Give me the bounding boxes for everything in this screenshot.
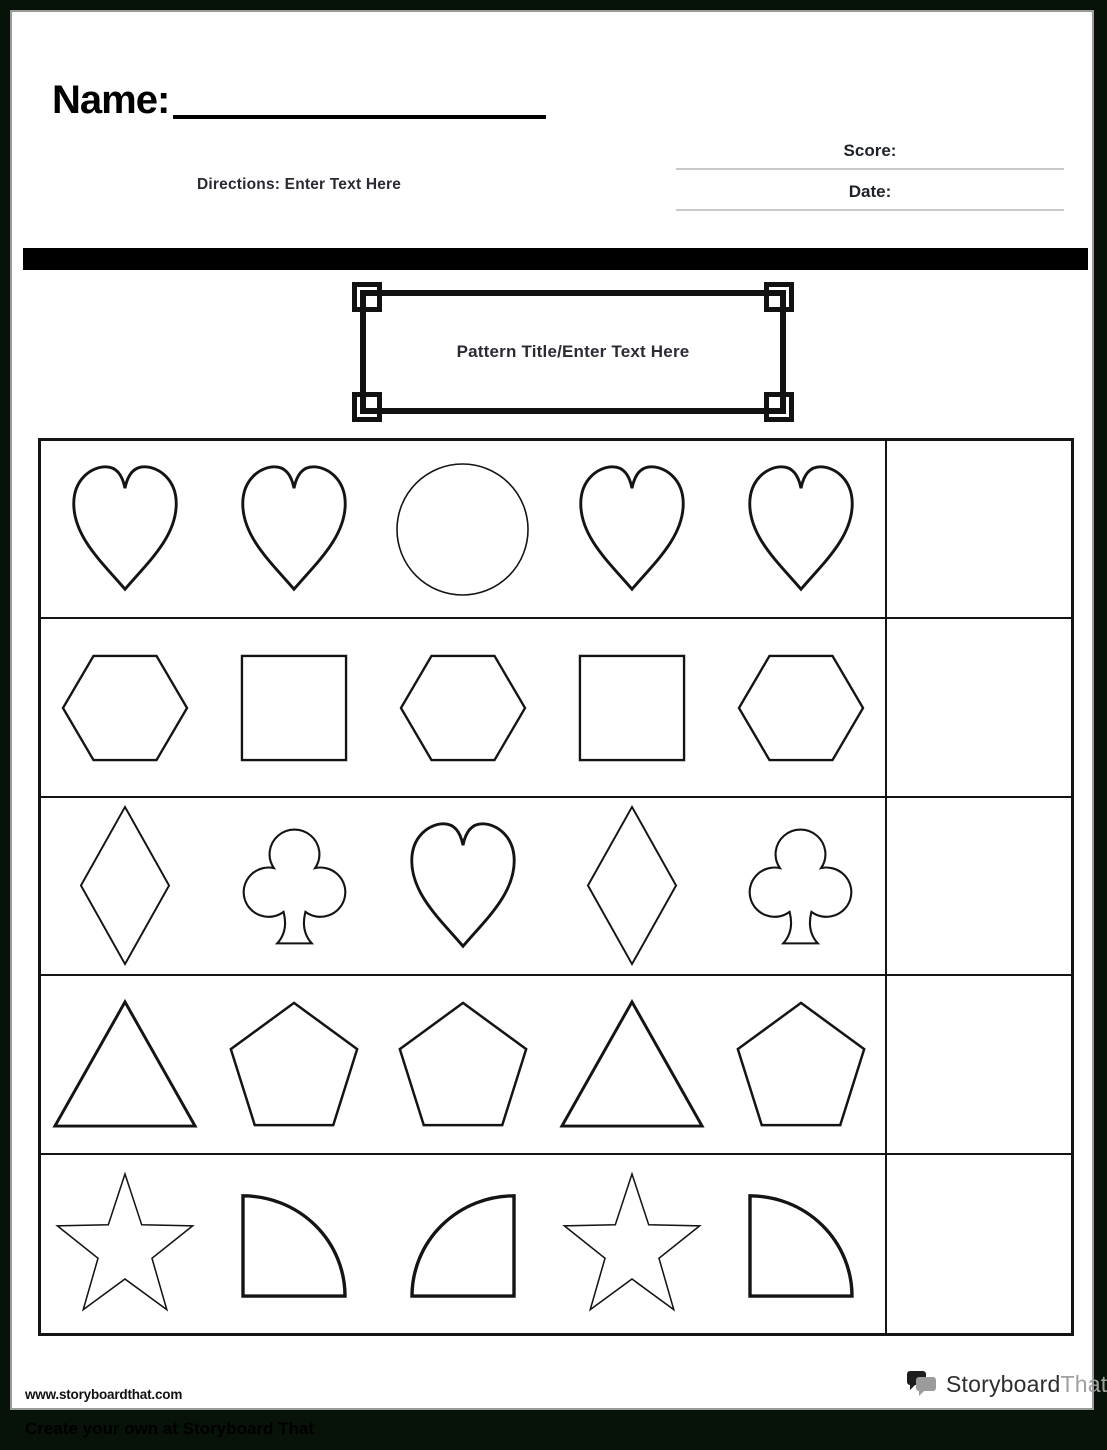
star-shape — [561, 1169, 703, 1319]
score-input-line — [676, 168, 1064, 170]
pattern-grid — [38, 438, 1074, 1336]
hexagon-shape-cell — [41, 653, 210, 763]
logo-text — [946, 1371, 1107, 1398]
pentagon-shape-cell — [716, 1000, 885, 1129]
circle-shape-cell — [379, 462, 548, 597]
directions-text[interactable]: Directions: Enter Text Here — [197, 176, 402, 193]
heart-shape-cell — [716, 461, 885, 597]
triangle-shape-cell — [41, 998, 210, 1130]
diamond-shape — [585, 804, 679, 967]
answer-cell-row-1 — [885, 441, 1071, 619]
quarter-circle-shape — [745, 1186, 857, 1301]
star-shape-cell — [41, 1169, 210, 1319]
club-shape-cell — [210, 822, 379, 950]
quarter-circle-shape — [238, 1186, 350, 1301]
hexagon-shape-cell — [379, 653, 548, 763]
heart-shape-cell — [547, 461, 716, 597]
diamond-shape-cell — [41, 804, 210, 967]
date-label: Date: — [848, 182, 892, 201]
square-shape — [239, 653, 349, 763]
quarter-circle-shape-cell — [210, 1186, 379, 1301]
circle-shape — [395, 462, 530, 597]
quarter-circle-mirrored-shape — [407, 1186, 519, 1301]
club-shape — [743, 822, 858, 950]
answer-cell-row-2 — [885, 619, 1071, 797]
square-shape-cell — [210, 653, 379, 763]
quarter-circle-mirrored-shape-cell — [379, 1186, 548, 1301]
heart-shape — [236, 461, 352, 597]
star-shape-cell — [547, 1169, 716, 1319]
answer-cell-row-4 — [885, 976, 1071, 1154]
pattern-row-2 — [41, 619, 885, 797]
heart-shape — [67, 461, 183, 597]
diamond-shape-cell — [547, 804, 716, 967]
website-url: www.storyboardthat.com — [25, 1387, 183, 1402]
divider-bar — [23, 248, 1088, 270]
pattern-title-frame — [360, 290, 786, 414]
storyboardthat-logo — [905, 1364, 1107, 1404]
pattern-row-1 — [41, 441, 885, 619]
heart-shape — [574, 461, 690, 597]
club-shape-cell — [716, 822, 885, 950]
pentagon-shape-cell — [379, 1000, 548, 1129]
quarter-circle-shape-cell — [716, 1186, 885, 1301]
heart-shape-cell — [379, 818, 548, 954]
pattern-title-text[interactable]: Pattern Title/Enter Text Here — [456, 342, 690, 361]
hexagon-shape — [737, 653, 865, 763]
worksheet-page — [10, 10, 1107, 1410]
logo-brand-primary: Storyboard — [946, 1370, 1061, 1397]
answer-cell-row-5 — [885, 1155, 1071, 1333]
heart-shape — [405, 818, 521, 954]
pattern-row-3 — [41, 798, 885, 976]
banner-text: Create your own at Storyboard That — [25, 1419, 315, 1438]
answer-cell-row-3 — [885, 798, 1071, 976]
name-row — [52, 70, 546, 120]
diamond-shape — [78, 804, 172, 967]
name-input-line[interactable] — [173, 115, 546, 119]
pattern-row-5 — [41, 1155, 885, 1333]
speech-bubbles-icon — [905, 1369, 939, 1399]
score-date-block — [676, 142, 1064, 211]
hexagon-shape — [61, 653, 189, 763]
square-shape-cell — [547, 653, 716, 763]
pattern-row-4 — [41, 976, 885, 1154]
triangle-shape — [558, 998, 706, 1130]
pentagon-shape — [227, 1000, 361, 1129]
name-label: Name: — [52, 78, 170, 122]
logo-brand-secondary: That — [1060, 1370, 1107, 1397]
triangle-shape-cell — [547, 998, 716, 1130]
pentagon-shape — [396, 1000, 530, 1129]
star-shape — [54, 1169, 196, 1319]
club-shape — [237, 822, 352, 950]
pentagon-shape — [734, 1000, 868, 1129]
pentagon-shape-cell — [210, 1000, 379, 1129]
heart-shape-cell — [210, 461, 379, 597]
hexagon-shape-cell — [716, 653, 885, 763]
hexagon-shape — [399, 653, 527, 763]
heart-shape — [743, 461, 859, 597]
triangle-shape — [51, 998, 199, 1130]
score-label: Score: — [843, 141, 897, 160]
heart-shape-cell — [41, 461, 210, 597]
date-input-line — [676, 209, 1064, 211]
square-shape — [577, 653, 687, 763]
